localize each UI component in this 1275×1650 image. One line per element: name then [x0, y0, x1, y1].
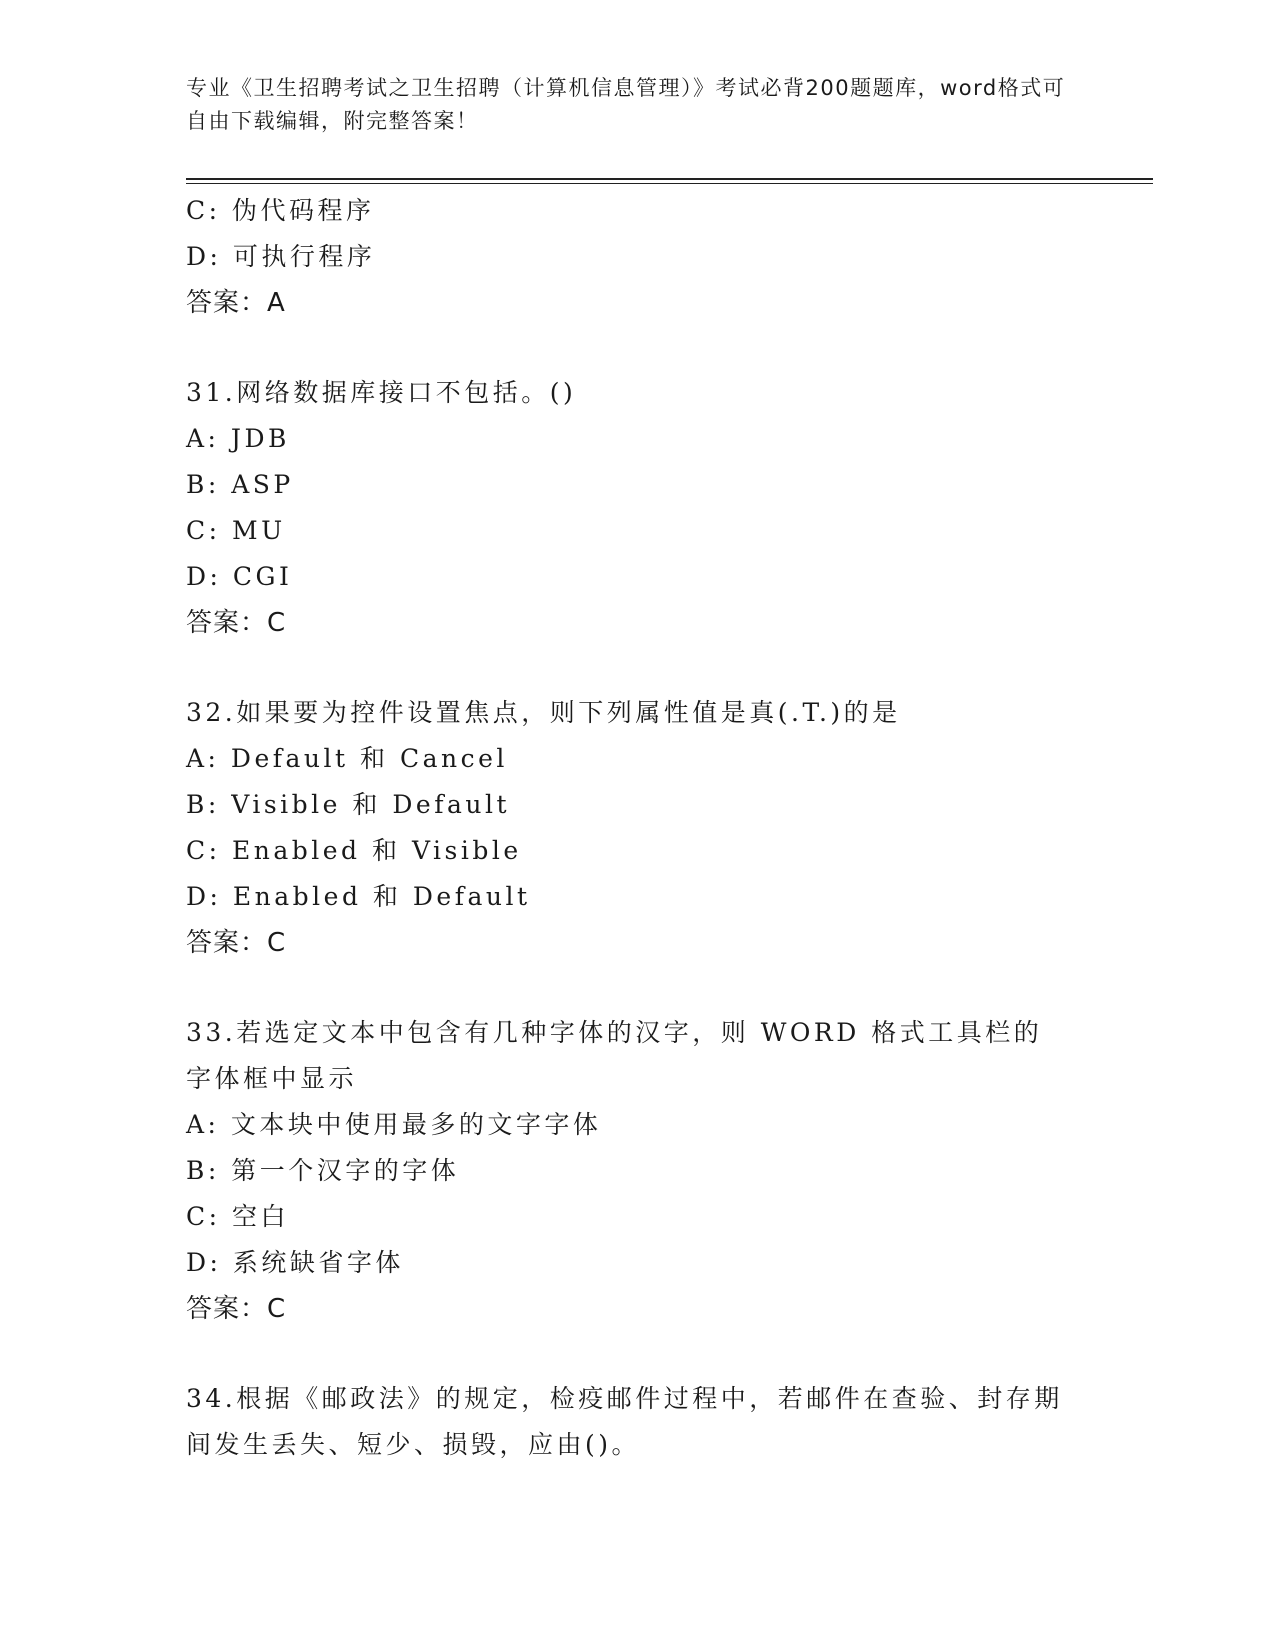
option-c: C: MU — [186, 516, 286, 545]
answer: 答案：C — [186, 608, 287, 638]
document-header: 专业《卫生招聘考试之卫生招聘（计算机信息管理）》考试必背200题题库，word格式可自由下载编辑，附完整答案！ — [186, 76, 1066, 133]
question-list — [186, 188, 1153, 1468]
answer: 答案：A — [186, 288, 286, 318]
option-d: D: 可执行程序 — [186, 242, 376, 271]
option-a: A: JDB — [186, 424, 290, 453]
option-c: C: 空白 — [186, 1202, 289, 1231]
carry-over-question — [186, 188, 1153, 326]
option-b: B: ASP — [186, 470, 294, 499]
option-c: C: Enabled 和 Visible — [186, 836, 522, 865]
option-c: C: 伪代码程序 — [186, 196, 375, 225]
header-rule-thick — [186, 178, 1153, 180]
question-text: 32.如果要为控件设置焦点，则下列属性值是真(.T.)的是 — [186, 698, 901, 727]
option-b: B: Visible 和 Default — [186, 790, 511, 819]
answer: 答案：C — [186, 928, 287, 958]
answer: 答案：C — [186, 1294, 287, 1324]
question-text: 33.若选定文本中包含有几种字体的汉字，则 WORD 格式工具栏的字体框中显示 — [186, 1018, 1043, 1093]
question-text: 31.网络数据库接口不包括。() — [186, 378, 577, 407]
option-a: A: Default 和 Cancel — [186, 744, 508, 773]
question-32 — [186, 690, 1153, 966]
question-text: 34.根据《邮政法》的规定，检疫邮件过程中，若邮件在查验、封存期间发生丢失、短少、损毁，应由()。 — [186, 1384, 1063, 1459]
question-33 — [186, 1010, 1153, 1332]
option-b: B: 第一个汉字的字体 — [186, 1156, 460, 1185]
option-d: D: Enabled 和 Default — [186, 882, 531, 911]
question-31 — [186, 370, 1153, 646]
header-rule-thin — [186, 183, 1153, 184]
option-d: D: 系统缺省字体 — [186, 1248, 404, 1277]
question-34 — [186, 1376, 1153, 1468]
option-d: D: CGI — [186, 562, 293, 591]
option-a: A: 文本块中使用最多的文字字体 — [186, 1110, 602, 1139]
